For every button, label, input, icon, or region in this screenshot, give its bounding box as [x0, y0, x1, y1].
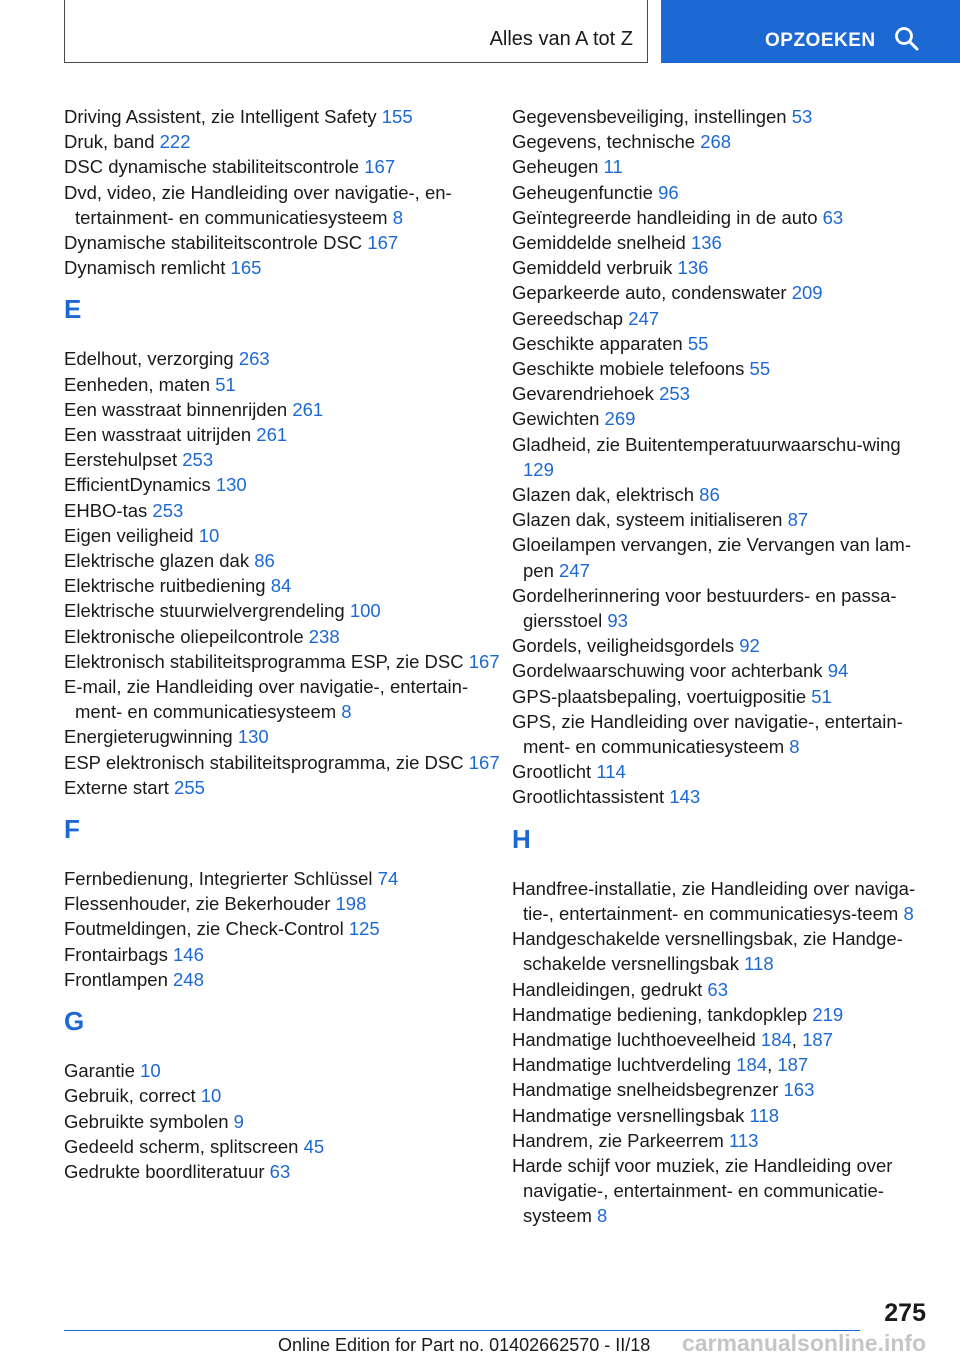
page-link[interactable]: 136	[677, 257, 709, 279]
index-entry-text: Glazen dak, systeem initialiseren	[512, 509, 783, 531]
index-entry	[64, 916, 504, 941]
index-entry-text: Gebruikte symbolen	[64, 1110, 229, 1132]
index-entry-text: Dynamisch remlicht	[64, 257, 226, 279]
index-entry	[64, 866, 504, 891]
page-link[interactable]: 167	[364, 156, 396, 178]
index-entry	[512, 633, 932, 658]
index-entry-text: Geschikte apparaten	[512, 332, 683, 354]
index-entry-text: Geheugenfunctie	[512, 181, 653, 203]
index-entry	[64, 230, 504, 255]
index-entry-text: Druk, band	[64, 131, 155, 153]
index-entry-text: Handmatige versnellingsbak	[512, 1104, 745, 1126]
index-entry-text: Handmatige luchthoeveelheid	[512, 1028, 756, 1050]
index-entry	[512, 784, 932, 809]
index-entry	[512, 1103, 932, 1128]
index-entry	[64, 967, 504, 992]
page-link[interactable]: 63	[822, 206, 844, 228]
page-link[interactable]: 84	[270, 575, 292, 597]
index-entry	[64, 1134, 504, 1159]
index-entry	[512, 154, 932, 179]
page-link[interactable]: 253	[659, 383, 690, 405]
page-link[interactable]: 261	[256, 424, 288, 446]
page-link[interactable]: 247	[628, 307, 660, 329]
index-entry	[512, 876, 932, 926]
index-entry-text: Eenheden, maten	[64, 373, 211, 395]
page-link[interactable]: 209	[791, 282, 823, 304]
page-link[interactable]: 146	[173, 943, 204, 965]
index-entry	[512, 759, 932, 784]
page-link[interactable]: 253	[152, 499, 184, 521]
page-link[interactable]: 118	[749, 1104, 780, 1126]
index-entry	[512, 104, 932, 129]
index-entry-text: Handgeschakelde versnellingsbak, zie Handge-schakelde versnellingsbak	[512, 928, 903, 975]
page-link[interactable]: 269	[604, 408, 636, 430]
page-link[interactable]: 118	[744, 953, 774, 975]
page-link[interactable]: 100	[349, 600, 381, 622]
index-entry-text: Gordels, veiligheidsgordels	[512, 635, 735, 657]
index-entry	[64, 523, 504, 548]
index-entry	[512, 432, 932, 482]
index-entry	[512, 1153, 932, 1229]
index-entry-text: Frontairbags	[64, 943, 168, 965]
index-entry	[64, 891, 504, 916]
index-entry-text: Grootlicht	[512, 761, 592, 783]
index-entry	[512, 230, 932, 255]
index-entry-text: Handrem, zie Parkeerrem	[512, 1129, 724, 1151]
page-link[interactable]: 184	[736, 1054, 768, 1076]
page-link[interactable]: 86	[254, 550, 275, 572]
page-link[interactable]: 253	[182, 449, 214, 471]
page-link[interactable]: 10	[198, 524, 220, 546]
page-link[interactable]: 113	[728, 1129, 759, 1151]
search-button-label: OPZOEKEN	[765, 30, 876, 51]
index-entry-text: Gedeeld scherm, splitscreen	[64, 1135, 299, 1157]
page-link[interactable]: 238	[308, 625, 340, 647]
index-entry-text: Energieterugwinning	[64, 726, 233, 748]
page-link[interactable]: 167	[468, 751, 500, 773]
page-link[interactable]: 143	[669, 786, 701, 808]
index-entry-text: Gordelherinnering voor bestuurders- en passa-giersstoel	[512, 584, 897, 632]
index-column-left	[64, 104, 504, 1184]
index-entry-text: Geparkeerde auto, condenswater	[512, 282, 787, 304]
index-entry	[512, 684, 932, 709]
index-entry	[64, 129, 504, 154]
index-entry-text: Geïntegreerde handleiding in de auto	[512, 206, 818, 228]
index-entry-text: Fernbedienung, Integrierter Schlüssel	[64, 868, 373, 890]
index-entry	[512, 306, 932, 331]
page-link[interactable]: 53	[791, 106, 813, 127]
index-entry-text: EfficientDynamics	[64, 474, 211, 496]
section-letter: G	[64, 1006, 85, 1037]
index-entry	[512, 1002, 932, 1027]
index-entry-text: Gemiddelde snelheid	[512, 232, 686, 254]
index-entry-text: ESP elektronisch stabiliteitsprogramma, zie DSC	[64, 751, 464, 773]
page-link[interactable]: 130	[237, 726, 269, 748]
page-link[interactable]: 125	[348, 918, 380, 940]
index-entry	[64, 154, 504, 179]
page-link[interactable]: 8	[597, 1205, 608, 1227]
index-entry	[512, 532, 932, 582]
page-link[interactable]: 247	[559, 559, 590, 581]
index-entry-text: Handmatige snelheidsbegrenzer	[512, 1079, 779, 1101]
index-entry	[512, 1128, 932, 1153]
index-entry	[64, 498, 504, 523]
index-entry-text: Elektrische ruitbediening	[64, 575, 266, 597]
index-entry	[512, 406, 932, 431]
index-entry-text: Grootlichtassistent	[512, 786, 665, 808]
page-link[interactable]: 165	[230, 257, 262, 279]
page-link[interactable]: 9	[233, 1110, 244, 1132]
index-entry	[512, 381, 932, 406]
index-entry-text: Handleidingen, gedrukt	[512, 978, 703, 1000]
page-link[interactable]: 86	[699, 484, 720, 506]
index-column-right	[512, 104, 932, 1229]
index-entry	[64, 548, 504, 573]
index-entry-text: Elektrische stuurwielvergrendeling	[64, 600, 345, 622]
index-entry-text: Een wasstraat uitrijden	[64, 424, 252, 446]
index-entry	[512, 507, 932, 532]
index-entry	[64, 1159, 504, 1184]
index-entry	[512, 977, 932, 1002]
index-entry-text: Elektronisch stabiliteitsprogramma ESP, zie DSC	[64, 650, 464, 672]
page-link[interactable]: 163	[783, 1079, 815, 1101]
index-entry-text: Harde schijf voor muziek, zie Handleiding over navigatie-, entertainment- en communicatie-systeem	[512, 1154, 893, 1227]
page-link[interactable]: 74	[377, 868, 399, 890]
page-link[interactable]: 10	[200, 1085, 222, 1107]
index-entry-text: Gloeilampen vervangen, zie Vervangen van lam-pen	[512, 534, 912, 581]
page-link[interactable]: 8	[341, 701, 352, 723]
index-entry-text: Dynamische stabiliteitscontrole DSC	[64, 232, 363, 254]
page-link[interactable]: 8	[903, 902, 914, 924]
watermark-logo: carmanualsonline.info	[682, 1330, 927, 1356]
page-link[interactable]: 198	[335, 893, 367, 915]
index-entry	[512, 658, 932, 683]
index-entry	[512, 255, 932, 280]
search-button[interactable]	[661, 0, 960, 63]
index-entry-text: DSC dynamische stabiliteitscontrole	[64, 156, 360, 178]
index-entry	[64, 104, 504, 129]
index-entry-text: Foutmeldingen, zie Check-Control	[64, 918, 344, 940]
page-number: 275	[884, 1299, 926, 1327]
page-link[interactable]: 63	[707, 978, 728, 1000]
page-link[interactable]: 129	[523, 458, 554, 480]
page-link[interactable]: 114	[596, 761, 626, 783]
index-entry	[64, 724, 504, 749]
index-entry-text: Geheugen	[512, 156, 599, 178]
index-entry-text: Gedrukte boordliteratuur	[64, 1160, 265, 1182]
index-entry-text: Geschikte mobiele telefoons	[512, 358, 745, 380]
index-entry-text: Gevarendriehoek	[512, 383, 654, 405]
index-entry	[64, 649, 504, 674]
index-entry-text: Garantie	[64, 1060, 135, 1082]
section-letter: H	[512, 823, 531, 854]
index-entry-text: Externe start	[64, 776, 169, 798]
index-entry-text: Elektronische oliepeilcontrole	[64, 625, 304, 647]
index-entry-text: Frontlampen	[64, 968, 168, 990]
index-entry	[512, 205, 932, 230]
index-entry	[64, 447, 504, 472]
index-entry	[512, 180, 932, 205]
index-entry-text: Elektrische glazen dak	[64, 550, 250, 572]
index-entry-text: Gewichten	[512, 408, 600, 430]
index-entry	[512, 926, 932, 976]
index-entry	[64, 397, 504, 422]
index-entry	[64, 942, 504, 967]
index-entry	[512, 356, 932, 381]
index-entry	[64, 624, 504, 649]
index-tab-label: Alles van A tot Z	[489, 28, 633, 50]
index-entry	[64, 750, 504, 775]
index-entry	[64, 180, 504, 230]
page-link[interactable]: 248	[173, 968, 204, 990]
index-entry-text: Gemiddeld verbruik	[512, 257, 673, 279]
page-link[interactable]: 96	[658, 181, 679, 203]
page-link[interactable]: 11	[603, 156, 623, 178]
index-entry-text: E-mail, zie Handleiding over navigatie-, entertain-ment- en communicatiesysteem	[64, 676, 469, 723]
search-icon	[894, 26, 920, 52]
page-link[interactable]: 87	[787, 509, 809, 531]
index-entry-text: Dvd, video, zie Handleiding over navigatie-, en-tertainment- en communicatiesysteem	[64, 181, 452, 228]
index-entry-text: EHBO-tas	[64, 499, 148, 521]
page-link[interactable]: 184	[760, 1028, 792, 1050]
index-entry-text: Eigen veiligheid	[64, 524, 194, 546]
index-entry-text: Handmatige luchtverdeling	[512, 1054, 732, 1076]
index-entry-text: Gebruik, correct	[64, 1085, 196, 1107]
page-link[interactable]: 187	[802, 1028, 833, 1050]
index-entry	[64, 472, 504, 497]
index-entry	[64, 598, 504, 623]
index-entry	[64, 255, 504, 280]
page-link[interactable]: 219	[812, 1003, 844, 1025]
page-link[interactable]: 261	[292, 398, 324, 420]
page-link[interactable]: 263	[238, 348, 270, 370]
page-link[interactable]: 8	[392, 206, 404, 228]
page-link[interactable]: 167	[468, 650, 500, 672]
page-link[interactable]: 94	[827, 660, 849, 682]
page-link[interactable]: 187	[777, 1054, 809, 1076]
index-entry	[64, 422, 504, 447]
page-link[interactable]: 222	[159, 131, 191, 153]
page-link[interactable]: 255	[174, 776, 205, 798]
index-entry	[512, 280, 932, 305]
index-entry-text: Driving Assistent, zie Intelligent Safety	[64, 106, 377, 127]
page-link[interactable]: 167	[367, 232, 399, 254]
index-entry	[512, 331, 932, 356]
index-entry	[64, 573, 504, 598]
index-entry	[64, 674, 504, 724]
index-entry	[512, 709, 932, 759]
index-entry-text: Gegevensbeveiliging, instellingen	[512, 106, 787, 127]
index-entry-text: Handfree-installatie, zie Handleiding over naviga-tie-, entertainment- en communicatiesys-teem	[512, 877, 916, 924]
page-link[interactable]: 63	[269, 1160, 291, 1182]
index-entry	[512, 129, 932, 154]
index-entry	[64, 1083, 504, 1108]
index-entry	[512, 1077, 932, 1102]
page-link[interactable]: 93	[607, 610, 628, 632]
index-entry	[512, 482, 932, 507]
page-link[interactable]: 155	[381, 106, 413, 127]
index-entry	[64, 1109, 504, 1134]
page-link[interactable]: 45	[303, 1135, 325, 1157]
index-entry-text: Edelhout, verzorging	[64, 348, 234, 370]
index-entry-text: GPS, zie Handleiding over navigatie-, entertain-ment- en communicatiesysteem	[512, 710, 903, 758]
page-link[interactable]: 130	[215, 474, 247, 496]
index-entry-text: Flessenhouder, zie Bekerhouder	[64, 893, 331, 915]
index-entry-text: Eerstehulpset	[64, 449, 178, 471]
section-letter: F	[64, 814, 80, 845]
index-entry-text: Glazen dak, elektrisch	[512, 484, 695, 506]
edition-text: Online Edition for Part no. 01402662570 - II/18	[278, 1335, 651, 1355]
index-tab[interactable]	[64, 0, 648, 63]
index-entry-text: Handmatige bediening, tankdopklep	[512, 1003, 808, 1025]
index-entry	[512, 583, 932, 633]
section-letter: E	[64, 294, 82, 325]
page-link[interactable]: 55	[687, 332, 709, 354]
index-entry: Handmatige luchtverdeling 184, 187	[512, 1054, 809, 1076]
index-entry-text: Gordelwaarschuwing voor achterbank	[512, 660, 823, 682]
index-entry	[64, 1058, 504, 1083]
index-entry	[64, 346, 504, 371]
page-link[interactable]: 10	[140, 1060, 161, 1082]
page-link[interactable]: 51	[811, 685, 832, 707]
page-link[interactable]: 136	[690, 232, 722, 254]
page-link[interactable]: 268	[700, 131, 732, 153]
page-link[interactable]: 55	[749, 358, 771, 380]
index-entry	[64, 372, 504, 397]
index-entry: Handmatige luchthoeveelheid 184, 187	[512, 1028, 833, 1050]
index-entry-text: Gladheid, zie Buitentemperatuurwaarschu-wing	[512, 433, 901, 455]
index-entry-text: Gereedschap	[512, 307, 624, 329]
page-link[interactable]: 92	[739, 635, 760, 657]
page-link[interactable]: 51	[215, 373, 236, 395]
page-link[interactable]: 8	[789, 736, 800, 758]
index-entry	[64, 775, 504, 800]
index-entry-text: GPS-plaatsbepaling, voertuigpositie	[512, 685, 807, 707]
index-entry-text: Een wasstraat binnenrijden	[64, 398, 288, 420]
index-entry-text: Gegevens, technische	[512, 131, 696, 153]
